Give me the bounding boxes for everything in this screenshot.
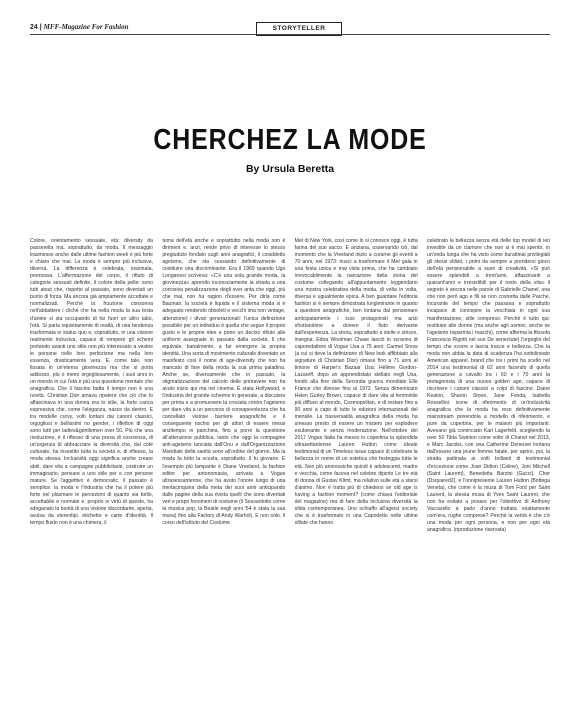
article-column-1: Colore, orientamento sessuale, età: diversity da passerella ma, soprattutto, da moda. Il messaggio trasmesso anche dalle ultime fashion week è più forte e chiaro che mai. La moda è sempre più inclusiva, diversa. La differenza è celebrata, osannata, promossa. L'affermazione del corpo, il rifiuto di categorie sessuali definite, il colore della pelle: sono tutti atout che, rispetto al passato, sono diventati un punto di forza. Ma ancora già ampiamente accettate e normalizzati. Perché la fruizione consonna nell'abbattere i cliché che ha nella moda la sua testa d'ariete si sta occupando di far fuori un altro tabù, l'età. Si parla squisitamente di realtà, di una tendenza trasformata in status quo e, soprattutto, in una visione realmente inclusiva, capace di rompere gli schemi portando avanti uno stile non più interessato a vestire le persone nelle loro perfezione ma nella loro essenza, drasticamente vera. E, come tale, non fissata in un'eterna giovinezza ma che si porta addosso, più o meno orgogliosamente, i suoi anni in un mondo in cui l'età è più una questione mentale che anagrafica. Che il fascino batta il tempo non è una novità. Christian Dior amava ripetere che ciò che lo affascinava in una donna era lo stile, la forte carica espressiva che, come l'eleganza, nasce da dentro. E tra modelle curvy, volti lontani dai canoni classici, orgogliosi e bellissimi no gender, i riflettori di oggi sono tutti per ladies&gentlemen over 50. Più che una rivoluzione, è il riflesso di una presa di coscienza, di un'urgenza di abbracciare la diversità che, dal coté culturale, ha investito tutta la società e, di riflesso, la moda stessa. Inclusività oggi significa anche creare abiti, dare vita a campagne pubblicitarie, costruire un immaginario, pensare a uno stile per e con persone mature. Se l'aggettivo è democratic, il passato è semplice: la moda e l'industria che ha il potere più forte nel plasmare le percezioni di quanto sia bello, accettabile e normale e, proprio in virtù di questo, ha sdoganato la bontà di una visione discordante, aperta, avulsa da stereotipi, etichette e carte d'identità. Il tempo fluido non è una chimera, il <box>30 238 155 526</box>
article-body <box>30 238 550 698</box>
page-number: 24 <box>30 24 38 31</box>
separator: | <box>39 24 42 31</box>
article-column-3: Met di New York, così come lo si conosce oggi, è tutta farina del suo sacco. E anziana, osservando ciò, dal momento che la Vreeland inizio a curarne gli eventi a 70 anni, nel 1973: riuscì a trasformare il Met gala in una festa unica e mai vista prima, che ha cambiato irrevocabilmente la narrazione della storia del costume collegando all'appuntamento leggendario una mostra celebrativa della moda, di volta in volta, diversa e ugualmente epica. A ben guardare l'editoria fashion si è sempre dimostrata lungimirante in quanto a questioni anagrafiche, ben lontana dal pensionare anticipatamente i suoi protagonisti ma anzi sfruttandone a dovere il fiuto derivante dall'esperienza. La storia, soprattutto a stelle e strisce, insegna: Edna Woolman Chase lasciò lo scranno di caporedattore di Vogue Usa a 75 anni; Carmel Snow (a cui si deve la definizione di New look affibbiato alla signature di Christian Dior) rimase fino a 71 anni al timone di Harper's Bazaar Usa; Hélène Gordon-Lazareff, dopo un apprendistato stellato negli Usa, fondò alla fine della Seconda guerra mondiale Elle France che diresse fino al 1972. Senza dimenticare Helen Gurley Brown, capace di dare vita al femminile più diffuso al mondo, Cosmopolitan, e di restare fino a 90 anni a capo di tutte le edizioni internazionali del mensile. La trasversalità anagrafica della moda ha smesso presto di essere un mistero per esplodere esuberante e senza moderazione. Nell'ottobre del 2017 Vogue Italia ha messo in copertina la splendida ultrasettantenne Lauren Hutton come ideale testimonial di un Timeless issue capace di celebrare la bellezza in nome di un estetica che festeggia tutte le età. Non più anoressiche quindi è adolescenti, madre e vecchia, come faceva nel celebre dipinto Le tre età di donna di Gustav Klimt, ma relativo sulle età a starsi d'animo. Non è tratta più di chiedersi se old age is having a fashion moment? (come chiava l'editoriale del magazine) ma di fare della inclusiva diversità la sfida contemporanea. Uno schiaffo all'ageist society che si è trasformato in una Capodetto nelle ultime sfilate che hanno <box>294 238 420 526</box>
header-divider <box>30 34 550 35</box>
article-title: CHERCHEZ LA MODE <box>153 124 427 156</box>
magazine-name: MFF-Magazine For Fashion <box>43 23 129 31</box>
page-info <box>30 23 128 31</box>
article-byline: By Ursula Beretta <box>245 163 335 175</box>
article-column-4: celebrato la bellezza senza età delle top model di ieri investite da un clamore che non si è mai spento, in un'onda lunga che ha visto come burattinai privilegiati gli stessi stilisti, i primi da sempre a prendersi gioco dell'età pensionabile a suon di creatività. «Si può essere splendidi a trent'anni, affascinanti a quarant'anni e irresistibili per il resto della vita» il segreto è ancora nelle parole di Gabrielle Chanel, una che non però ago e fili se non costretta dalle Parche, incurante del tempo che passava e soprattutto incapace di concepire la vecchiaia in ogni sua manifestazione, stile compreso. Perché è tutto qui: restituire alle donne (ma anche agli uomini, anche se l'ageismo risparmia i maschi), come afferma la filosofa Francesca Rigotti nel suo De senectute) l'orgoglio del tempo che scorre e lascia tracce e bellezza. Che la moda non abbia la data di scadenza l'ha sottolineato American apparel, brand che tra i primi ha scelto nel 2014 una testimonial di 62 anni facendo di quella generazione a cavallo tra i 60 e i 70 anni la protagonista di una nuova golden age, capace di riscrivere i canoni classici a colpi di fascino. Diane Keaton, Sharon Stone, Jane Fonda, Isabella Rossellini: icone di riferimento di un'inclusività anagrafica che la moda ha reso definitivamente mainstream ponendola a modello di riferimento, e pure da copertina, per le maison più importanti. Avevano già cominciato Karl Lagerfeld, scegliendo la over 50 Tilda Swinton come volto di Chanel nel 2013, e Marc Jacobs, con una Catherine Deneuve lontana dall'essere una jeune femme fatale, per aprire, poi, la strada pattinata ai volti brillanti di testimonial d'eccezione come Joan Didion (Celine), Joni Mitchell (Saint Laurent), Benedetta Barzini (Gucci), Cher (Dsquared2), e l'onnipresente Lauren Hutton (Bottega Veneta), che come è la musa di Tom Ford per Saint Laurent, la stessa musa di Yves Saint Laurent, che non ha esitato a posare per l'obiettivo di Anthony Vaccarello a parlo d'anno trattata esattamente com'era, rughe comprese? Perché la verità è che c'è una moda per ogni persona, e non per ogni età anagrafica. (riproduzione riservata) <box>426 238 552 533</box>
article-column-2: tema dell'età anche e soprattutto nella moda non è diriment e, anzi, rende privo di interesse lo stesso pregiudizio fondato sugli anni anagrafici, il cosiddetto ageismo, che sta cessando definitivamente di costituire una discriminante. Era il 1969 quando Ugo Longanesi scriveva: «C'è una sola grande moda, la giovinezza» aprendo inconsciamente la strada a una corrosiva penalizzazione degli over anta che oggi, più che mai, non ha ragion d'essere. Per dirla come Bauman, la società è liquida e il sistema moda si è adeguato rendendo obsoleti e vecchi ima non vintage, attenzione) i divari generazionali: l'unica definizione possibile per un individuo è quella che segue il proprio gusto e le proprie idee e pone un deciso rifiuto alle uniformi assegnate in passato dalla società. Il che equivale, banalmente, a far emergere la propria identità. Una sorta di movimento culturale diventato un manifesto così il nome di age-diversity che non ha mancato di fare della moda la sua prima paladina. Anche se, diversamente che in passato, la stigmatizzazione del calcolo delle primavere non ha avuto inizio qui ma nel cinema. È stata Hollywood, e l'industria del grande schermo in generale, a discutere per prima e a promuovere la crociata contro l'ageismo per dare vita a un percorso di consapevolezza che ha cancellato vistose barriere anagrafiche e il conseguente rischio per gli attori di essere messi anzitempo in panchina, fino a porre la questione all'attenzione pubblica, tanto che oggi la compagine anti-ageismo lanciata dall'Onu e dall'Organizzazione Mondiale della sanità sono all'ordine del giorno. Ma la moda fa tutto la scuola, soprattutto. Il fu giovane. E l'esempio più lampante è Diane Vreeland, la fashion editor per antonomasia, arrivata a Vogue ultrasessantenne, che ha avuto l'onore lungo di una trentacinquina della meta dei suoi anni anticipando dalle pagine della sua rivista quelli che sono diventati veri e propri fenomeni di costume (il Sessantotto come la musica pop, la Beatle negli anni '54 è stata la sua musa) fino alla Factory di Andy Warhol). E non solo. Il corso dell'istituto del Costume <box>162 238 287 526</box>
section-label: STORYTELLER <box>256 22 342 36</box>
